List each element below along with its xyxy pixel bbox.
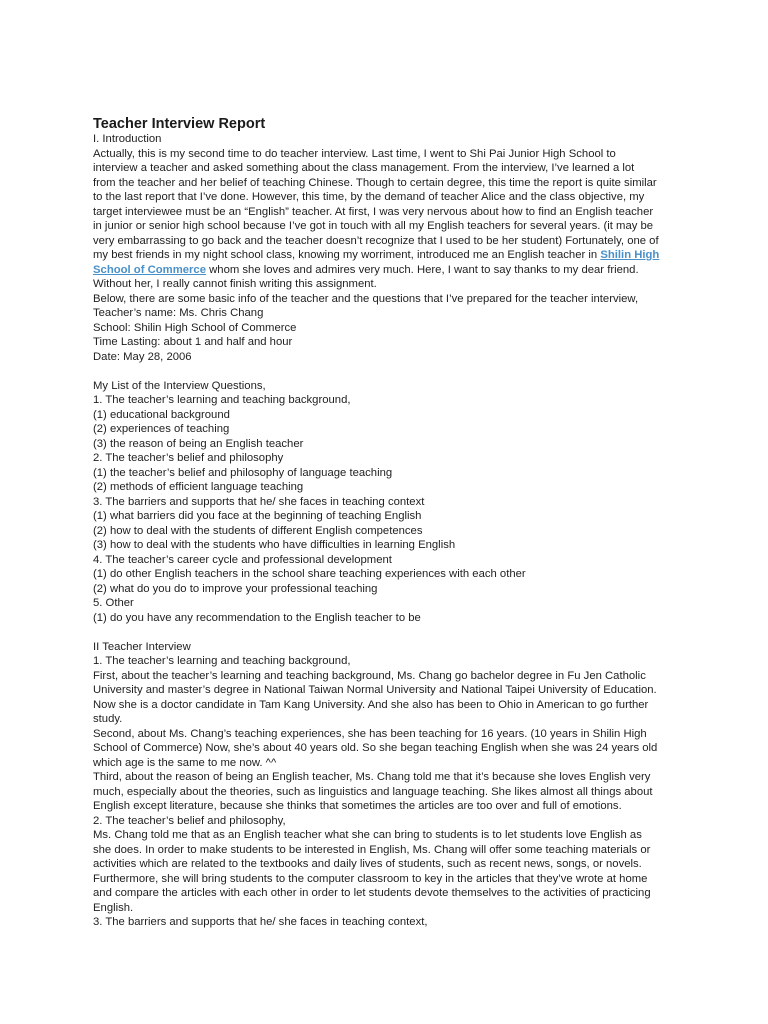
interview-line: School of Commerce) Now, she’s about 40 years old. So she began teaching English when she was 24 years old <box>93 742 658 754</box>
intro-line: Without her, I really cannot finish writing this assignment. <box>93 278 377 290</box>
time-lasting: Time Lasting: about 1 and half and hour <box>93 336 293 348</box>
intro-line: target interviewee must be an “English” teacher. At first, I was very nervous about how to find an English teacher <box>93 205 654 218</box>
document-page <box>93 116 683 930</box>
interview-line: 2. The teacher’s belief and philosophy, <box>93 814 286 827</box>
interview-line: much, especially about the theories, such as linguistics and language teaching. She likes almost all things about <box>93 785 653 798</box>
question-item: (1) do you have any recommendation to the English teacher to be <box>93 611 421 624</box>
school-info: School: Shilin High School of Commerce <box>93 321 297 334</box>
intro-line <box>93 263 683 278</box>
interview-line: Third, about the reason of being an English teacher, Ms. Chang told me that it’s because she loves English very <box>93 771 651 783</box>
question-item: 1. The teacher’s learning and teaching background, <box>93 394 351 406</box>
interview-line: Second, about Ms. Chang’s teaching experiences, she has been teaching for 16 years. (10 years in Shilin High <box>93 727 647 740</box>
question-item: (1) educational background <box>93 408 230 421</box>
section-heading-introduction: I. Introduction <box>93 133 162 145</box>
questions-list <box>93 393 683 625</box>
interview-line: she does. In order to make students to be interested in English, Ms. Chang will offer some teaching materials or <box>93 843 651 856</box>
interview-line: First, about the teacher’s learning and teaching background, Ms. Chang go bachelor degree in Fu Jen Catholic <box>93 669 646 682</box>
question-item: (3) the reason of being an English teacher <box>93 437 304 450</box>
interview-date: Date: May 28, 2006 <box>93 350 192 363</box>
interview-line: Ms. Chang told me that as an English teacher what she can bring to students is to let students love English as <box>93 829 642 841</box>
intro-line: very embarrassing to go back and the teacher doesn’t recognize that I used to be her student) Fortunately, one of <box>93 234 659 247</box>
question-item: (1) the teacher’s belief and philosophy of language teaching <box>93 466 393 479</box>
interview-line: activities which are related to the textbooks and daily lives of students, such as recent news, songs, or novels. <box>93 858 642 870</box>
question-item: (2) how to deal with the students of different English competences <box>93 524 423 537</box>
interview-line: study. <box>93 713 123 725</box>
question-item: 5. Other <box>93 597 134 609</box>
section-heading-interview: II Teacher Interview <box>93 640 191 653</box>
question-item: 2. The teacher’s belief and philosophy <box>93 452 284 464</box>
questions-heading: My List of the Interview Questions, <box>93 379 266 392</box>
interview-line: English. <box>93 901 134 914</box>
question-item: (1) what barriers did you face at the beginning of teaching English <box>93 510 422 522</box>
teacher-name: Teacher’s name: Ms. Chris Chang <box>93 307 264 319</box>
school-link-continued[interactable]: School of Commerce <box>93 263 206 276</box>
question-item: (2) methods of efficient language teaching <box>93 481 304 493</box>
question-item: 4. The teacher’s career cycle and professional development <box>93 553 392 566</box>
interview-line: University and master’s degree in National Taiwan Normal University and National Taipei University of Education. <box>93 684 657 696</box>
spacer <box>93 364 683 379</box>
interview-line: Now she is a doctor candidate in Tam Kang University. And she also has been to Ohio in American to go further <box>93 698 649 711</box>
interview-line: and compare the articles with each other in order to let students devote themselves to the activities of practicing <box>93 887 651 899</box>
interview-line: 3. The barriers and supports that he/ she faces in teaching context, <box>93 916 428 928</box>
intro-line: to the last report that I’ve done. However, this time, by the demand of teacher Alice and the class objective, my <box>93 191 645 203</box>
school-link[interactable]: Shilin High <box>600 249 660 261</box>
interview-body <box>93 654 683 930</box>
intro-line: Actually, this is my second time to do teacher interview. Last time, I went to Shi Pai Junior High School to <box>93 147 616 160</box>
interview-line: Furthermore, she will bring students to the computer classroom to key in the articles that they’ve wrote at home <box>93 872 648 885</box>
intro-line <box>93 248 683 263</box>
interview-line: 1. The teacher’s learning and teaching background, <box>93 655 351 667</box>
question-item: (3) how to deal with the students who have difficulties in learning English <box>93 539 456 551</box>
intro-line-text: my best friends in my night school class, knowing my worriment, introduced me an English teacher in <box>93 249 601 261</box>
intro-line-text: whom she loves and admires very much. Here, I want to say thanks to my dear friend. <box>206 263 639 276</box>
intro-line: interview a teacher and asked something about the class management. From the interview, I’ve learned a lot <box>93 162 635 174</box>
document-title: Teacher Interview Report <box>93 116 266 132</box>
interview-line: English except literature, because she thinks that sometimes the articles are too over and full of emotions. <box>93 800 622 812</box>
question-item: (1) do other English teachers in the school share teaching experiences with each other <box>93 568 526 580</box>
question-item: (2) what do you do to improve your professional teaching <box>93 582 378 595</box>
intro-line: in junior or senior high school because I’ve got in touch with all my English teachers for several years. (it may be <box>93 220 654 232</box>
intro-line: from the teacher and her belief of teaching Chinese. Though to certain degree, this time the report is quite similar <box>93 176 657 189</box>
spacer <box>93 625 683 640</box>
question-item: 3. The barriers and supports that he/ she faces in teaching context <box>93 495 425 508</box>
question-item: (2) experiences of teaching <box>93 423 230 435</box>
intro-line: Below, there are some basic info of the teacher and the questions that I’ve prepared for the teacher interview, <box>93 292 639 305</box>
interview-line: which age is the same to me now. ^^ <box>93 756 277 769</box>
